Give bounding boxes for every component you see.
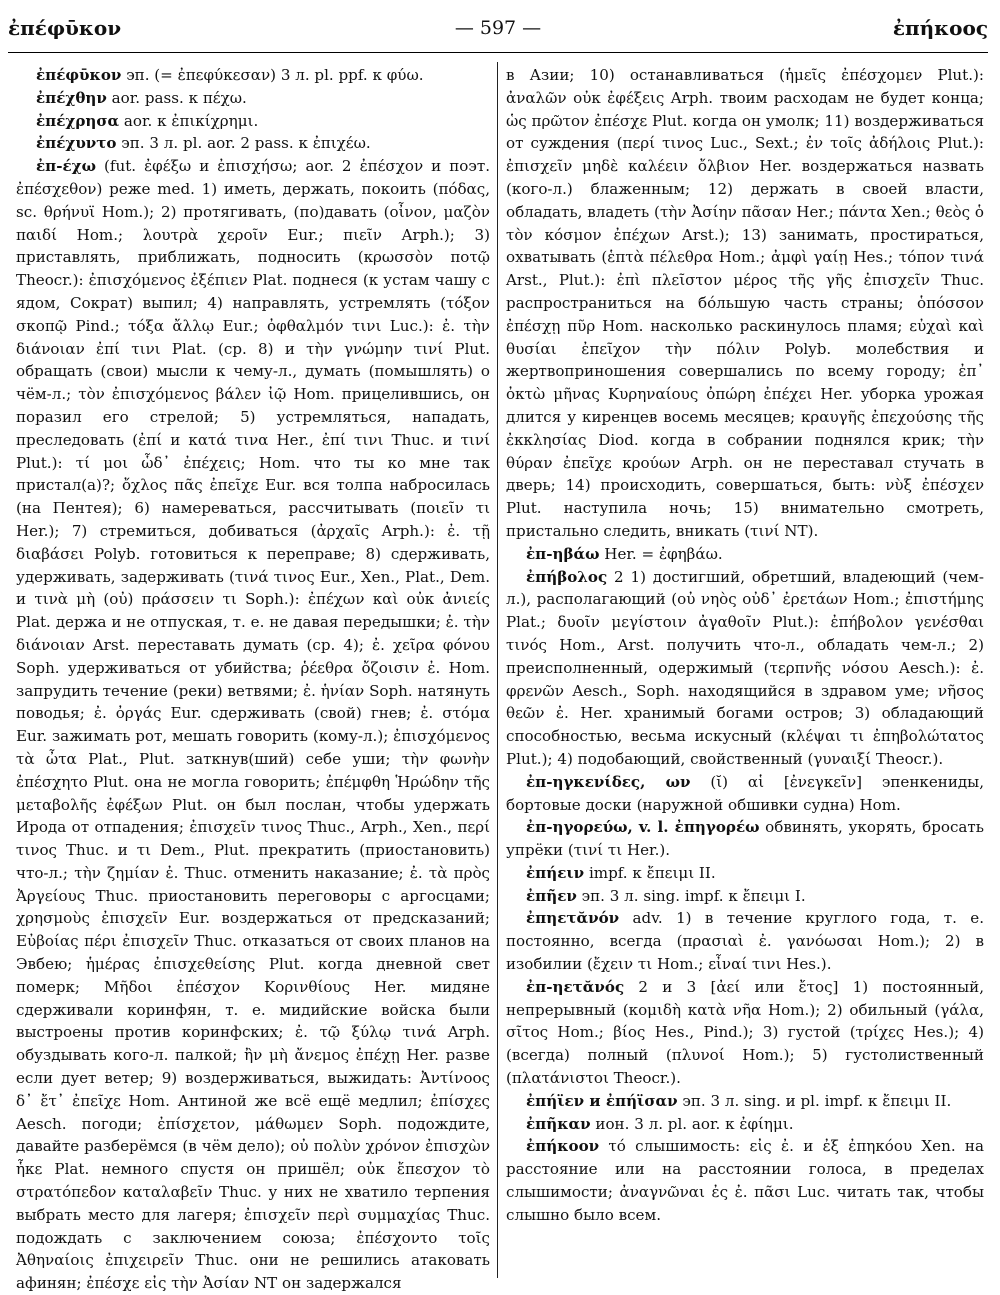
header-rule [8, 52, 988, 53]
entry [506, 566, 984, 771]
entry-text: эп. (= ἐπεφύκεσαν) 3 л. pl. ppf. к φύω. [121, 66, 424, 84]
entry-lemma: ἐπέχρησα [36, 111, 120, 130]
entry-text: эп. 3 л. sing. и pl. impf. к ἔπειμι II. [677, 1091, 952, 1110]
entry [506, 885, 984, 908]
entry-lemma: ἐπ-ηετᾰνός [526, 977, 625, 996]
entry-lemma: ἐπ-ηβάω [526, 544, 600, 563]
entry-text: ион. 3 л. pl. aor. к ἐφίημι. [590, 1114, 794, 1133]
entry-lemma: ἐπηετᾰνόν [526, 909, 620, 928]
entry-text: в Азии; 10) останавливаться (ἡμεῖς ἐπέσχομεν Plut.): ἀναλῶν οὐκ ἐφέξεις Arph. твоим расходам не будет конца; ὡς πρῶτον ἐπέσχε Plut. когда он умолк; 11) воздерживаться от суждения (περί τινος Luc., Sext.; ἐν τοῖς ἀδήλοις Plut.): ἐπισχεῖν μηδὲ καλέειν ὄλβιον Her. воздержаться назвать (кого-л.) блаженным; 12) держать в своей власти, обладать, владеть (τὴν Ἀσίην πᾶσαν Her.; πάντα Xen.; θεὸς ὁ τὸν κόσμον ἐπέχων Arst.); 13) занимать, простираться, охватывать (ἑπτὰ πέλεθρα Hom.; ἀμφὶ γαίῃ Hes.; τόπον τινά Arst., Plut.): ἐπὶ πλεῖστον μέρος τῆς γῆς ἐπισχεῖν Thuc. распространиться на бо́льшую часть страны; ὁπόσσον ἐπέσχῃ πῦρ Hom. насколько раскинулось пламя; εὐχαὶ καὶ θυσίαι ἐπεῖχον τὴν πόλιν Polyb. молебствия и жертвоприношения совершались по всему городу; ἐπ᾽ ὀκτὼ μῆνας Κυρηναίους ὀπώρη ἐπέχει Her. уборка урожая длится у киренцев восемь месяцев; κραυγῆς ἐπεχούσης τῆς ἐκκλησίας Diod. когда в собрании поднялся крик; τὴν θύραν ἐπεῖχε κρούων Arph. он не переставал стучать в дверь; 14) происходить, совершаться, быть: νὺξ ἐπέσχεν Plut. наступила ночь; 15) внимательно смотреть, пристально следить, вникать (τινί NT). [506, 66, 985, 540]
entry-lemma: ἐπ-ηγκενίδες, ων [526, 772, 691, 791]
entry-text: 2 и 3 [ἀεί или ἔτος] 1) постоянный, непрерывный (κομιδὴ κατὰ νῆα Hom.); 2) обильный (γάλα, σῖτος Hom.; βίος Hes., Pind.); 3) густой (τρίχες Hes.); 4) (всегда) полный (πλυνοί Hom.); 5) густолиственный (πλατάνιστοι Theocr.). [506, 977, 984, 1088]
entry-text: τό слышимость: εἰς ἐ. и ἐξ ἐπηκόου Xen. на расстояние или на расстоянии голоса, в пределах слышимости; ἀναγνῶναι ἐς ἐ. πᾶσι Luc. читать так, чтобы слышно было всем. [506, 1137, 984, 1224]
entry-text: impf. к ἔπειμι II. [584, 863, 716, 882]
entry-text: (fut. ἐφέξω и ἐπισχήσω; aor. 2 ἐπέσχον и поэт. ἐπέσχεθον) реже med. 1) иметь, держать, покоить (πόδας, sc. θρήνυϊ Hom.); 2) протягивать, (по)давать (οἶνον, μαζὸν παιδί Hom.; λουτρὰ χεροῖν Eur.; πιεῖν Arph.); 3) приставлять, приближать, подносить (κρωσσὸν ποτῷ Theocr.): ἐπισχόμενος ἐξέπιεν Plat. поднеся (к устам чашу с ядом, Сократ) выпил; 4) направлять, устремлять (τόξον σκοπῷ Pind.; τόξα ἄλλῳ Eur.; ὀφθαλμόν τινι Luc.): ἐ. τὴν διάνοιαν ἐπί τινι Plat. (ср. 8) и τὴν γνώμην τινί Plut. обращать (свои) мысли к чему-л., думать (помышлять) о чём-л.; τὸν ἐπισχόμενος βάλεν ἰῷ Hom. прицелившись, он поразил его стрелой; 5) устремляться, нападать, преследовать (ἐπί и κατά τινα Her., ἐπί τινι Thuc. и τινί Plut.): τί μοι ὧδ᾽ ἐπέχεις; Hom. что ты ко мне так пристал(а)?; ὄχλος πᾶς ἐπεῖχε Eur. вся толпа набросилась (на Пентея); 6) намереваться, рассчитывать (ποιεῖν τι Her.); 7) стремиться, добиваться (ἀρχαῖς Arph.): ἐ. τῇ διαβάσει Polyb. готовиться к переправе; 8) сдерживать, удерживать, задерживать (τινά τινος Eur., Xen., Plat., Dem. и τινὰ μὴ (οὐ) πράσσειν τι Soph.): ἐπέχων καὶ οὐκ ἀνιείς Plat. держа и не отпуская, т. е. не давая передышки; ἐ. τὴν διάνοιαν Arst. переставать думать (ср. 4); ἐ. χεῖρα φόνου Soph. удерживаться от убийства; ῥέεθρα ὄζοισιν ἐ. Hom. запрудить течение (реки) ветвями; ἐ. ἡνίαν Soph. натянуть поводья; ἐ. ὀργάς Eur. сдерживать (свой) гнев; ἐ. στόμα Eur. зажимать рот, мешать говорить (кому-л.); ἐπισχόμενος τὰ ὦτα Plat., Plut. заткнув(ший) себе уши; τὴν φωνὴν ἐπέσχητο Plut. она не могла говорить; ἐπέμφθη Ἡρώδην τῆς μεταβολῆς ἐφέξων Plut. он был послан, чтобы удержать Ирода от отпадения; ἐπισχεῖν τινος Thuc., Arph., Xen., περί τινος Thuc. и τι Dem., Plut. прекратить (приостановить) что-л.; τὴν ζημίαν ἐ. Thuc. отменить наказание; ἐ. τὰ πρὸς Ἀργείους Thuc. приостановить переговоры с аргосцами; χρησμοὺς ἐπισχεῖν Eur. воздержаться от предсказаний; Εὐβοίας πέρι ἐπισχεῖν Thuc. отказаться от своих планов на Эвбею; ἡμέρας ἐπισχεθείσης Plut. когда дневной свет померк; Μῆδοι ἐπέσχον Κορινθίους Her. мидяне сдерживали коринфян, т. е. мидийские войска были выстроены против коринфских; ἐ. τῷ ξύλῳ τινά Arph. обуздывать кого-л. палкой; ἢν μὴ ἄνεμος ἐπέχῃ Her. разве если дует ветер; 9) воздерживаться, выжидать: Ἀντίνοος δ᾽ ἔτ᾽ ἐπεῖχε Hom. Антиной же всё ещё медлил; ἐπίσχες Aesch. погоди; ἐπίσχετον, μάθωμεν Soph. подождите, давайте разберёмся (в чём дело); οὐ πολὺν χρόνον ἐπισχὼν ἧκε Plat. немного спустя он пришёл; οὐκ ἔπεσχον τὸ στρατόπεδον καταλαβεῖν Thuc. у них не хватило терпения выбрать место для лагеря; ἐπισχεῖν περὶ συμμαχίας Thuc. подождать с заключением союза; ἐπέσχοντο τοῖς Ἀθηναίοις ἐπιχειρεῖν Thuc. они не решились атаковать афинян; ἐπέσχε εἰς τὴν Ἀσίαν NT он задержался [16, 157, 490, 1293]
entry-lemma: ἐπῆεν [526, 886, 577, 905]
entry [16, 64, 490, 87]
entry-lemma: ἐπήβολος [526, 567, 608, 586]
entry [16, 155, 490, 1295]
entry-lemma: ἐπῆκαν [526, 1114, 591, 1133]
entry [506, 1090, 984, 1113]
entry-lemma: ἐπήϊεν и ἐπήϊσαν [526, 1091, 678, 1110]
entry-text: (ῐ) αἱ [ἐνεγκεῖν] эпенкениды, бортовые доски (наружной обшивки судна) Hom. [506, 772, 984, 814]
entry [506, 976, 984, 1090]
running-header [8, 10, 988, 44]
entry [16, 110, 490, 133]
entry [506, 1113, 984, 1136]
entry [506, 907, 984, 975]
entry [506, 543, 984, 566]
entry [506, 862, 984, 885]
entry-lemma: ἐπ-έχω [36, 157, 96, 176]
header-right-headword: ἐπήκοος [892, 16, 988, 40]
entry [506, 771, 984, 817]
entry [506, 816, 984, 862]
entry-lemma: ἐπέχυντο [36, 134, 117, 153]
entry-lemma: ἐπέχθην [36, 88, 107, 107]
entry-text: aor. к ἐπικίχρημι. [119, 111, 259, 130]
entry [16, 132, 490, 155]
entry-text: 2 1) достигший, обретший, владеющий (чем-л.), располагающий (οὐ νηὸς οὐδ᾽ ἐρετάων Hom.; ἐπιστήμης Plat.; δυοῖν μεγίστοιν ἀγαθοῖν Plut.): ἐπήβολον γενέσθαι τινός Hom., Arst. получить что-л., обладать чем-л.; 2) преисполненный, одержимый (τερπνῆς νόσου Aesch.): ἐ. φρενῶν Aesch., Soph. находящийся в здравом уме; νῆσος θεῶν ἐ. Her. хранимый богами остров; 3) обладающий способностью, весьма искусный (κλέψαι τι ἐπηβολώτατος Plut.); 4) подобающий, свойственный (γυναιξί Theocr.). [506, 567, 984, 768]
entry-lemma: ἐπ-ηγορεύω, v. l. ἐπηγορέω [526, 818, 760, 837]
left-column [16, 64, 490, 1293]
page-number: — 597 — [454, 17, 542, 39]
entry-text: Her. = ἐφηβάω. [599, 544, 723, 563]
entry-text: обвинять, укорять, бросать упрёки (τινί τι Her.). [506, 818, 984, 860]
entry-lemma: ἐπέφῡκον [36, 66, 122, 84]
entry-text: aor. pass. к πέχω. [106, 88, 247, 107]
entry-lemma: ἐπήειν [526, 863, 585, 882]
entry-text: adv. 1) в течение круглого года, т. е. постоянно, всегда (πρασιαὶ ἐ. γανόωσαι Hom.); 2) в изобилии (ἔχειν τι Hom.; εἶναί τινι Hes.). [506, 909, 984, 974]
entry [16, 87, 490, 110]
entry [506, 1135, 984, 1226]
right-column [506, 64, 984, 1276]
entry-text: эп. 3 л. sing. impf. к ἔπειμι I. [576, 886, 806, 905]
column-separator [497, 62, 498, 1278]
header-left-headword: ἐπέφῡκον [8, 16, 122, 40]
entry-text: эп. 3 л. pl. aor. 2 pass. к ἐπιχέω. [116, 134, 371, 153]
entry-continuation [506, 64, 984, 543]
entry-lemma: ἐπήκοον [526, 1137, 600, 1156]
